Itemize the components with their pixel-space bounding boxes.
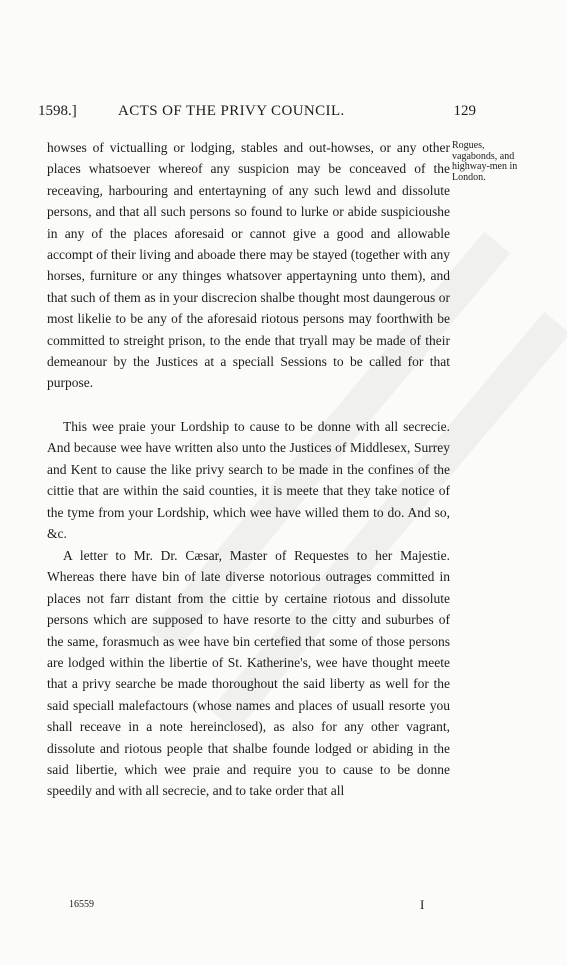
body-paragraph-3: A letter to Mr. Dr. Cæsar, Master of Requestes to her Majestie. Whereas there have bin of late diverse notorious outrages committed in places not farr distant from the cittie by certaine riotous and dissolute persons which are supposed to have resorte to the citty and suburbes of the same, forasmuch as wee have bin certefied that some of those persons are lodged within the libertie of St. Katherine's, wee have thought meete that a privy searche be made thoroughout the said liberty as well for the said speciall malefactours (whose names and places of usuall resorte you shall receave in a note hereinclosed), as also for any other vagrant, dissolute and riotous people that shalbe founde lodged or abiding in the said libertie, which wee praie and require you to cause to be donne speedily and with all secrecie, and to take order that all (47, 548, 450, 799)
header-page-number: 129 (453, 103, 476, 119)
body-paragraph-2: This wee praie your Lordship to cause to be donne with all secrecie. And because wee have written also unto the Justices of Middlesex, Surrey and Kent to cause the like privy search to be made in the confines of the cittie that are within the said counties, it is meete that they take notice of the tyme from your Lordship, which wee have willed them to do. And so, &c. (47, 419, 450, 542)
marginal-note: Rogues, vagabonds, and highway-men in London. (452, 140, 518, 183)
running-header (38, 103, 476, 125)
header-volume-year: 1598.] (38, 103, 77, 119)
header-running-title: ACTS OF THE PRIVY COUNCIL. (118, 103, 345, 119)
body-paragraph-1: howses of victualling or lodging, stables and out-howses, or any other places whatsoever whereof any suspicion may be conceaved of the receaving, harbouring and entertayning of any such lewd and dissolute persons, and that all such persons so found to lurke or abide suspicioushe in any of the places aforesaid or cannot give a good and allowable accompt of their living and aboade there may be stayed (together with any horses, furniture or any thinges whatsover appertayning unto them), and that such of them as in your discrecion shalbe thought most daungerous or most likelie to be any of the aforesaid riotous persons may foorthwith be committed to streight prison, to the ende that tryall may be made of their demeanour by the Justices at a speciall Sessions to be called for that purpose. (47, 140, 450, 391)
printer-signature: 16559 (69, 899, 94, 910)
sheet-signature: I (420, 897, 425, 912)
